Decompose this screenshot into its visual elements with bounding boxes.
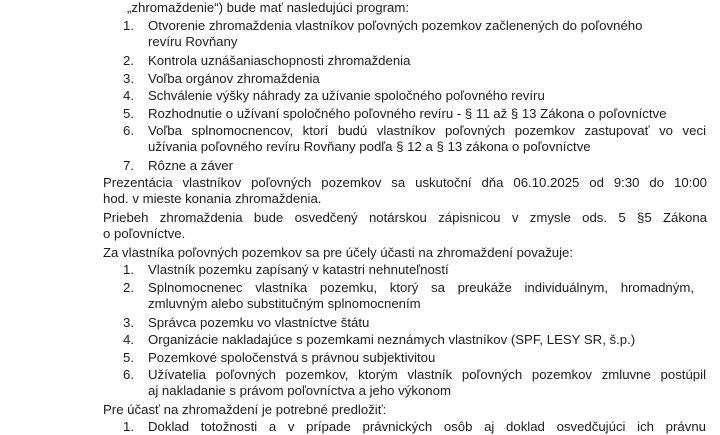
owner-item-text: zmluvným alebo substitučným splnomocnením bbox=[148, 296, 421, 311]
notary-text: o poľovníctve. bbox=[103, 226, 186, 241]
program-item-text: Voľba orgánov zhromaždenia bbox=[148, 71, 320, 86]
notary-text: Priebeh zhromaždenia bude osvedčený notárskou zápisnicou v zmysle ods. 5 §5 Zákona bbox=[103, 210, 707, 225]
program-item-text: Schválenie výšky náhrady za užívanie spoločného poľovného revíru bbox=[148, 88, 545, 103]
program-item-text: Kontrola uznášaniaschopnosti zhromaždenia bbox=[148, 53, 411, 68]
program-item-text: Rozhodnutie o užívaní spoločného poľovného revíru - § 11 až § 13 Zákona o poľovníctve bbox=[148, 106, 667, 121]
program-item-text: Voľba splnomocnencov, ktorí budú vlastníkov poľovných pozemkov zastupovať vo veci bbox=[148, 123, 706, 138]
program-number: 3. bbox=[123, 71, 134, 86]
program-number: 4. bbox=[123, 88, 134, 103]
program-item-text: revíru Rovňany bbox=[148, 34, 238, 49]
presentation-text: hod. v mieste konania zhromaždenia. bbox=[103, 191, 322, 206]
requirements-heading: Pre účasť na zhromaždení je potrebné predložiť: bbox=[103, 402, 387, 417]
program-number: 7. bbox=[123, 158, 134, 173]
program-number: 1. bbox=[123, 18, 134, 33]
program-item-text: užívania poľovného revíru Rovňany podľa § 12 a § 13 zákona o poľovníctve bbox=[148, 139, 591, 154]
owner-item-text: Správca pozemku vo vlastníctve štátu bbox=[148, 315, 370, 330]
owner-number: 3. bbox=[123, 315, 134, 330]
owner-number: 4. bbox=[123, 332, 134, 347]
owner-number: 6. bbox=[123, 367, 134, 382]
owner-item-text: Pozemkové spoločenstvá s právnou subjektivitou bbox=[148, 350, 436, 365]
program-number: 2. bbox=[123, 53, 134, 68]
owner-number: 2. bbox=[123, 280, 134, 295]
presentation-text: Prezentácia vlastníkov poľovných pozemkov sa uskutoční dňa 06.10.2025 od 9:30 do 10:00 bbox=[103, 175, 707, 190]
owner-item-text: Splnomocnenec vlastníka pozemku, ktorý sa preukáže individuálnym, hromadným, bbox=[148, 280, 694, 295]
program-item-text: Rôzne a záver bbox=[148, 158, 234, 173]
requirement-number: 1. bbox=[123, 419, 134, 434]
program-item-text: Otvorenie zhromaždenia vlastníkov poľovných pozemkov začlenených do poľovného bbox=[148, 18, 643, 33]
owner-number: 5. bbox=[123, 350, 134, 365]
owner-item-text: Užívatelia poľovných pozemkov, ktorým vlastník poľovných pozemkov zmluvne postúpil bbox=[148, 367, 706, 382]
requirement-item-text: Doklad totožnosti a v prípade právnických osôb aj doklad osvedčujúci ich právnu bbox=[148, 419, 706, 434]
owner-item-text: aj nakladanie s právom poľovníctva a jeho výkonom bbox=[148, 383, 451, 398]
owner-number: 1. bbox=[123, 262, 134, 277]
owner-item-text: Organizácie nakladajúce s pozemkami neznámych vlastníkov (SPF, LESY SR, š.p.) bbox=[148, 332, 636, 347]
owners-heading: Za vlastníka poľovných pozemkov sa pre účely účasti na zhromaždení považuje: bbox=[103, 245, 574, 260]
program-number: 6. bbox=[123, 123, 134, 138]
intro-tail: „zhromaždenie“) bude mať nasledujúci program: bbox=[127, 0, 410, 15]
program-number: 5. bbox=[123, 106, 134, 121]
owner-item-text: Vlastník pozemku zapísaný v katastri nehnuteľností bbox=[148, 262, 449, 277]
